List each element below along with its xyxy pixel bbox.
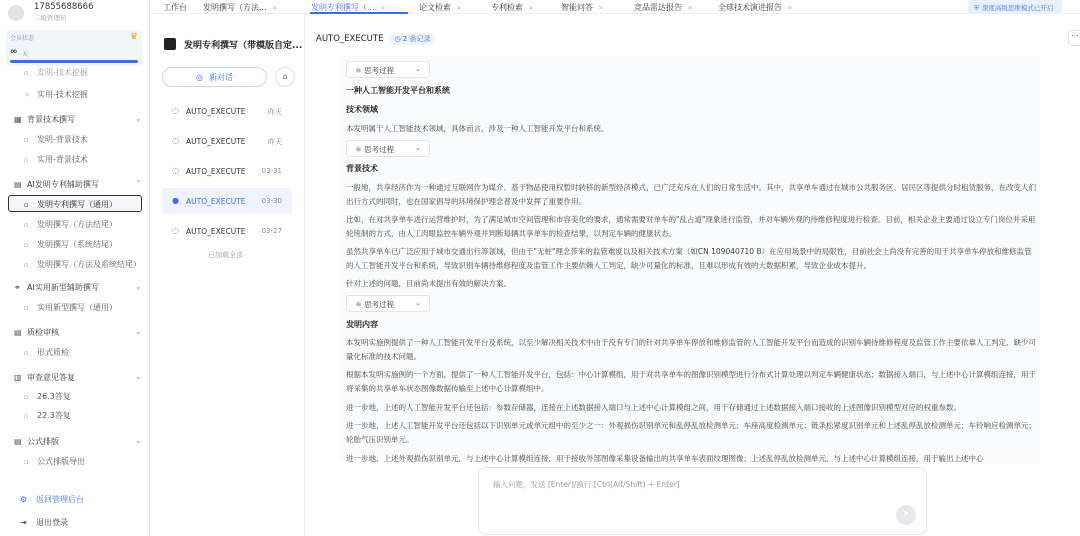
shield-icon: ⛨ (974, 4, 979, 12)
conversation-date: 昨天 (268, 138, 282, 146)
conversation-title (164, 38, 302, 51)
sidebar-item-label: 22.3答复 (37, 411, 71, 420)
sidebar-item-label: 发明撰写（方法结尾） (37, 220, 117, 229)
sidebar-item-label: 发明专利撰写（通用） (37, 200, 117, 209)
chat-icon: ◌ (172, 166, 179, 175)
history-button[interactable] (275, 67, 295, 87)
user-role: 二级管理员 (34, 14, 67, 22)
conversation-item[interactable] (162, 128, 292, 154)
tab-radar[interactable] (634, 2, 693, 13)
user-phone: 17855688666 (34, 2, 94, 12)
doc-icon: ▫ (24, 349, 29, 357)
sidebar-item-label: 发明-背景技术 (37, 135, 88, 144)
conversation-item[interactable] (162, 158, 292, 184)
doc-icon: ▫ (24, 136, 29, 144)
group-quality[interactable] (14, 327, 59, 338)
group-background[interactable] (14, 114, 75, 125)
conversation-name: AUTO_EXECUTE (186, 227, 246, 236)
tab-workbench[interactable] (163, 2, 187, 13)
group-label: 质检审核 (27, 328, 59, 337)
gear-icon: ⚙ (20, 495, 28, 504)
sidebar-item-invention-method-system[interactable] (24, 259, 141, 270)
more-icon[interactable]: ⋯ (1068, 30, 1080, 46)
chat-icon: ● (172, 196, 179, 205)
chevron-up-icon[interactable]: ⌃ (135, 179, 142, 188)
doc-title: 一种人工智能开发平台和系统 (346, 86, 450, 95)
close-icon[interactable]: × (456, 4, 462, 12)
section-heading: 技术领域 (346, 105, 378, 114)
tab-label: 竞品雷达报告 (634, 3, 682, 12)
loaded-all-text: 已加载全部 (208, 251, 243, 259)
active-tab-indicator (310, 12, 408, 14)
deep-mode-badge[interactable] (968, 0, 1062, 14)
logout-label: 退出登录 (36, 518, 68, 527)
sidebar-item-invention-method[interactable] (24, 219, 117, 230)
sidebar-item-label: 公式排版导出 (37, 457, 85, 466)
doc-icon: ▤ (14, 180, 22, 189)
think-label: 思考过程 (364, 300, 395, 309)
tab-label: 专利检索 (491, 3, 523, 12)
new-chat-button[interactable] (162, 67, 267, 87)
paragraph: 虽然共享单车已广泛应用于城市交通出行等领域，但由于"无桩"理念带来的监管难度以及相关技术方案（如CN 109040710 B）在应用场景中的局限性，目前社会上尚没有完善的用于共享单车停放和维修监管的人工智能开发平台和系统，导致识别车辆待维修程度及监管工作主要依赖人工判定，缺少可量化的标准，且难以形成有效的大数据积累，导致企业成本提升。 (346, 247, 1032, 270)
tab-label: 论文检索 (419, 3, 451, 12)
tab-label: 发明专利撰写（... (311, 3, 375, 12)
page-title-text: AUTO_EXECUTE (316, 34, 384, 44)
membership-label: 会员状态 (10, 35, 35, 42)
tab-label: 工作台 (163, 3, 187, 12)
doc-icon: ▫ (24, 69, 29, 77)
think-toggle[interactable] (346, 295, 430, 312)
atom-icon: ⚛ (355, 66, 365, 75)
paragraph: 本发明属于人工智能技术领域，具体而言，涉及一种人工智能开发平台和系统。 (346, 124, 609, 133)
chat-icon: ◌ (172, 136, 179, 145)
send-icon: ➤ (902, 509, 910, 519)
user-card[interactable] (6, 2, 144, 22)
paragraph: 一般地，共享经济作为一种通过互联网作为媒介、基于物品使用权暂时转移的新型经济模式，已广泛充斥在人们的日常生活中。其中，共享单车通过在城市公共服务区、居民区等提供分时租赁服务，在改变人们出行方式的同时，也在国家倡导的环境保护理念普及中发挥了重要作用。 (346, 183, 1036, 206)
tab-qa[interactable] (561, 2, 604, 13)
mode-label: 深度高级思维模式已开启 (981, 4, 1054, 12)
sidebar-item-label: 实用-背景技术 (37, 155, 88, 164)
close-icon[interactable]: × (687, 4, 693, 12)
logout-icon: ⇥ (20, 518, 27, 527)
conversation-name: AUTO_EXECUTE (186, 107, 246, 116)
membership-unit: 天 (22, 51, 29, 58)
paragraph: 进一步地，上述外观损伤识别单元，与上述中心计算模组连接，用于接收外部图像采集设备输出的共享单车表面纹理图像；上述乱停乱放检测单元，与上述中心计算模组连接，用于输出上述中心 (346, 454, 984, 462)
tab-paper-search[interactable] (419, 2, 462, 13)
sidebar-item-label: 发明撰写（方法及系统结尾） (37, 260, 141, 269)
group-reply[interactable] (14, 372, 75, 383)
conversation-item[interactable] (162, 98, 292, 124)
close-icon[interactable]: × (787, 4, 793, 12)
group-ai-invention[interactable] (14, 179, 99, 190)
tab-bar (150, 0, 1080, 14)
tab-patent-search[interactable] (491, 2, 534, 13)
paragraph: 进一步地，上述的人工智能开发平台还包括：参数存储器，连接在上述数据接入端口与上述中心计算模组之间，用于存储通过上述数据接入端口接收的上述图像识别模型对应的权重参数。 (346, 403, 961, 412)
think-toggle[interactable] (346, 140, 430, 157)
admin-label: 返回管理后台 (36, 495, 84, 504)
paragraph: 本发明实施例提供了一种人工智能开发平台及系统，以至少解决相关技术中由于没有专门的针对共享单车停放和维修监管的人工智能开发平台而造成的识别车辆待维修程度及监管工作主要依靠人工判定、缺少可量化标准的技术问题。 (346, 338, 1036, 361)
chat-icon: ◎ (196, 73, 203, 82)
conversation-title-text: 发明专利撰写（带模版自定... (184, 41, 303, 51)
close-icon[interactable]: × (379, 4, 386, 12)
sidebar-item-utility-general[interactable] (24, 302, 117, 313)
atom-icon: ⚛ (355, 300, 365, 309)
message-content (340, 56, 1040, 462)
chevron-down-icon[interactable]: ⌄ (135, 114, 142, 123)
new-chat-label: 新对话 (208, 73, 233, 82)
doc-icon: ▫ (24, 261, 29, 269)
chevron-down-icon: ⌄ (415, 299, 421, 307)
membership-card (6, 30, 142, 66)
sidebar-item-format-check[interactable] (24, 347, 69, 358)
doc-icon: ▫ (24, 304, 29, 312)
close-icon[interactable]: × (598, 4, 604, 12)
sidebar-item-invention-general[interactable] (8, 195, 142, 212)
doc-icon: ▫ (24, 241, 29, 249)
page-title (316, 33, 435, 45)
chat-input-placeholder: 输入问题，发送 [Enter]/换行 [Ctrl(Alt/Shift) + Enter] (493, 480, 680, 489)
sidebar-item-label: 26.3答复 (37, 392, 71, 401)
doc-icon: ▫ (24, 393, 29, 401)
group-ai-utility[interactable] (14, 282, 99, 293)
chat-icon: ◌ (172, 106, 179, 115)
chevron-down-icon[interactable]: ⌄ (135, 282, 142, 291)
records-count: 2 条记录 (402, 35, 431, 43)
doc-icon: ▫ (24, 201, 29, 209)
logo-icon (164, 38, 176, 50)
sidebar-item-formula-export[interactable] (24, 456, 85, 467)
chevron-down-icon[interactable]: ⌄ (135, 436, 142, 445)
tab-label: 发明撰写（方法... (203, 3, 267, 12)
chat-input[interactable] (478, 467, 927, 535)
close-icon[interactable]: × (528, 4, 534, 12)
clock-icon: ◷ (394, 35, 403, 43)
sidebar-item-label: 形式质检 (37, 348, 69, 357)
paragraph: 根据本发明实施例的一个方面，提供了一种人工智能开发平台，包括：中心计算模组，用于对共享单车的图像识别模型进行分布式计算处理以判定车辆健康状态；数据接入端口，与上述中心计算模组连接，用于将采集的共享单车状态图像数据传输至上述中心计算模组中。 (346, 370, 1036, 393)
doc-icon: ▤ (14, 437, 22, 446)
sidebar-item-label: 发明-技术挖掘 (37, 68, 88, 77)
group-formula[interactable] (14, 436, 59, 447)
sidebar-item-partial[interactable] (24, 68, 88, 78)
paragraph: 进一步地，上述人工智能开发平台还包括以下识别单元或单元组中的至少之一：外观损伤识别单元和乱停乱放检测单元；车座高度检测单元；链条松紧度识别单元和上述乱停乱放检测单元；车铃响应检测单元；轮胎气压识别单元。 (346, 421, 1036, 444)
conversation-date: 03-30 (261, 197, 282, 205)
group-label: 背景技术撰写 (27, 115, 75, 124)
conversation-name: AUTO_EXECUTE (186, 197, 246, 206)
sidebar (0, 0, 150, 536)
sidebar-item-utility-bg[interactable] (24, 154, 88, 165)
think-label: 思考过程 (364, 66, 395, 75)
doc-icon: ▫ (24, 221, 29, 229)
membership-progress (10, 60, 138, 63)
conversation-date: 昨天 (268, 108, 282, 116)
sidebar-item-reply-223[interactable] (24, 410, 71, 421)
tab-global-tech[interactable] (718, 2, 793, 13)
chevron-down-icon[interactable]: ⌄ (135, 327, 142, 336)
sidebar-item-label: 实用新型撰写（通用） (37, 303, 117, 312)
tab-label: 智能问答 (561, 3, 593, 12)
group-label: AI实用新型辅助撰写 (27, 283, 99, 292)
chat-icon: ◌ (172, 226, 179, 235)
section-heading: 发明内容 (346, 320, 378, 329)
doc-icon: ▤ (14, 328, 22, 337)
paragraph: 针对上述的问题，目前尚未提出有效的解决方案。 (346, 279, 511, 288)
sidebar-item-reply-263[interactable] (24, 391, 71, 402)
doc-icon: ▫ (24, 458, 29, 466)
sidebar-item-invention-system[interactable] (24, 239, 117, 250)
think-toggle[interactable] (346, 61, 430, 78)
sidebar-item-label: 发明撰写（系统结尾） (37, 240, 117, 249)
grid-icon: ▦ (14, 115, 22, 124)
sidebar-item-invention-bg[interactable] (24, 134, 88, 145)
group-label: 审查意见答复 (27, 373, 75, 382)
atom-icon: ⚛ (355, 145, 365, 154)
conversation-item[interactable] (162, 218, 292, 244)
tab-invention-method[interactable] (203, 2, 278, 13)
admin-link[interactable] (20, 494, 84, 505)
conversation-date: 03-31 (261, 167, 282, 175)
group-label: 公式排版 (27, 437, 59, 446)
close-icon[interactable]: × (271, 4, 278, 12)
logout-link[interactable] (20, 517, 68, 528)
magic-icon: ✧ (24, 91, 30, 99)
crown-icon: ♛ (129, 32, 138, 42)
link-icon: ⚭ (14, 283, 21, 292)
conversation-date: 03-27 (261, 227, 282, 235)
conversation-name: AUTO_EXECUTE (186, 167, 246, 176)
calendar-icon: ▥ (14, 373, 22, 382)
chevron-down-icon[interactable]: ⌄ (135, 372, 142, 381)
conversation-item-active[interactable] (162, 188, 292, 214)
think-label: 思考过程 (364, 145, 395, 154)
chevron-down-icon: ⌄ (415, 144, 421, 152)
sidebar-item-label: 实用-技术挖掘 (37, 90, 88, 99)
conversation-panel (150, 14, 305, 536)
sidebar-item-utility-mining[interactable] (24, 89, 88, 100)
conversation-name: AUTO_EXECUTE (186, 137, 246, 146)
avatar (8, 5, 24, 21)
section-heading: 背景技术 (346, 164, 378, 173)
chevron-down-icon: ⌄ (415, 65, 421, 73)
send-button[interactable] (896, 505, 916, 525)
tab-label: 全球技术演进报告 (718, 3, 782, 12)
lock-icon: ⌂ (282, 72, 288, 81)
records-badge (389, 33, 435, 45)
membership-value: ∞ (10, 47, 18, 57)
group-label: AI发明专利辅助撰写 (27, 180, 99, 189)
doc-icon: ▫ (24, 412, 29, 420)
paragraph: 比如，在对共享单车进行运营维护时，为了满足城市空间管理和市容美化的要求，通常需要对单车的"乱占道"现象进行监管，并对车辆外观的待维修程度进行检查。目前，相关企业主要通过设立专门岗位并采用轮班制的方式，由人工肉眼监控车辆外观并判断每辆共享单车的检查结果，以判定车辆的健康状态。 (346, 215, 1036, 238)
sidebar-nav (0, 68, 150, 488)
doc-icon: ▫ (24, 156, 29, 164)
